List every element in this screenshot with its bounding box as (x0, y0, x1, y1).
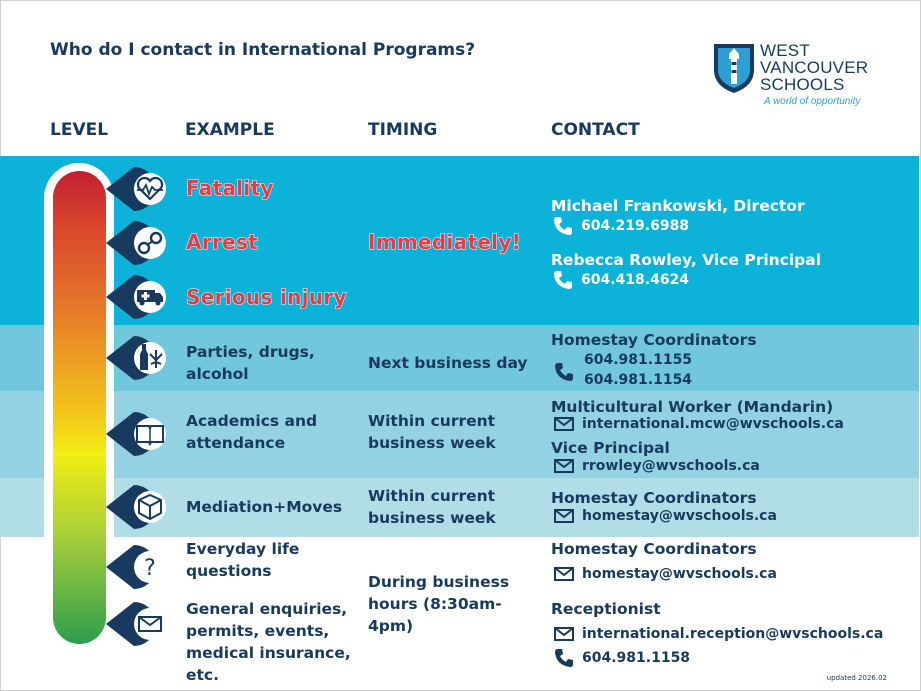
envelope-icon (104, 598, 176, 650)
contact-homestay-name-2: Homestay Coordinators (551, 489, 757, 507)
book-icon (104, 408, 176, 460)
svg-text:?: ? (144, 556, 156, 581)
contact-vice-principal-email[interactable]: rrowley@wvschools.ca (554, 458, 760, 474)
example-mediation: Mediation+Moves (186, 498, 343, 516)
example-general: General enquiries, permits, events, medical insurance, etc. (186, 600, 351, 684)
header-example: EXAMPLE (185, 120, 275, 140)
phone-icon (554, 362, 574, 382)
handcuffs-icon (104, 217, 176, 269)
contact-homestay-phone-1: 604.981.1155 (584, 352, 693, 368)
contact-vice-principal-name: Vice Principal (551, 439, 670, 457)
envelope-icon (554, 509, 574, 523)
contact-vp-name: Rebecca Rowley, Vice Principal (551, 251, 822, 269)
contact-director-phone: 604.219.6988 (553, 216, 689, 236)
envelope-icon (554, 459, 574, 473)
severity-gauge (53, 171, 106, 644)
logo-line-3: SCHOOLS (760, 75, 845, 94)
contact-homestay-phone-2: 604.981.1154 (584, 372, 693, 388)
timing-within-week-2: Within current business week (368, 487, 496, 527)
example-parties: Parties, drugs, alcohol (186, 343, 315, 383)
contact-vp-phone: 604.418.4624 (553, 270, 689, 290)
contact-homestay-name-3: Homestay Coordinators (551, 540, 757, 558)
ambulance-icon (104, 271, 176, 323)
contact-homestay-email[interactable]: homestay@wvschools.ca (554, 508, 777, 524)
updated-note: updated 2026.02 (826, 674, 887, 682)
box-icon (104, 481, 176, 533)
phone-icon (554, 648, 574, 668)
logo-line-2: VANCOUVER (760, 58, 869, 77)
envelope-icon (554, 627, 574, 641)
contact-receptionist-name: Receptionist (551, 600, 661, 618)
envelope-icon (554, 417, 574, 431)
header-timing: TIMING (368, 120, 438, 140)
header-contact: CONTACT (551, 120, 640, 140)
logo (712, 40, 882, 110)
lighthouse-shield-icon (712, 40, 756, 94)
contact-director-name: Michael Frankowski, Director (551, 197, 805, 215)
phone-icon (553, 270, 573, 290)
timing-business-hours: During business hours (8:30am-4pm) (368, 573, 510, 635)
contact-mcw-email[interactable]: international.mcw@wvschools.ca (554, 416, 844, 432)
bottle-leaf-icon (104, 332, 176, 384)
page-title: Who do I contact in International Programs? (50, 40, 476, 60)
contact-receptionist-phone: 604.981.1158 (554, 648, 690, 668)
example-arrest: Arrest (186, 230, 259, 254)
logo-tagline: A world of opportunity (764, 96, 861, 107)
example-everyday: Everyday life questions (186, 540, 300, 580)
contact-homestay-name: Homestay Coordinators (551, 331, 757, 349)
contact-mcw-name: Multicultural Worker (Mandarin) (551, 398, 834, 416)
header-level: LEVEL (50, 120, 109, 140)
logo-line-1: WEST (760, 41, 810, 60)
timing-within-week-1: Within current business week (368, 412, 496, 452)
phone-icon (553, 216, 573, 236)
example-serious-injury: Serious injury (186, 285, 347, 309)
example-fatality: Fatality (186, 176, 274, 200)
timing-immediately: Immediately! (368, 230, 522, 254)
example-academics: Academics and attendance (186, 412, 318, 452)
envelope-icon (554, 567, 574, 581)
contact-receptionist-email[interactable]: international.reception@wvschools.ca (554, 626, 883, 642)
question-icon (104, 541, 176, 593)
heart-ecg-icon (104, 163, 176, 215)
timing-next-business-day: Next business day (368, 354, 528, 372)
contact-homestay-email-2[interactable]: homestay@wvschools.ca (554, 566, 777, 582)
